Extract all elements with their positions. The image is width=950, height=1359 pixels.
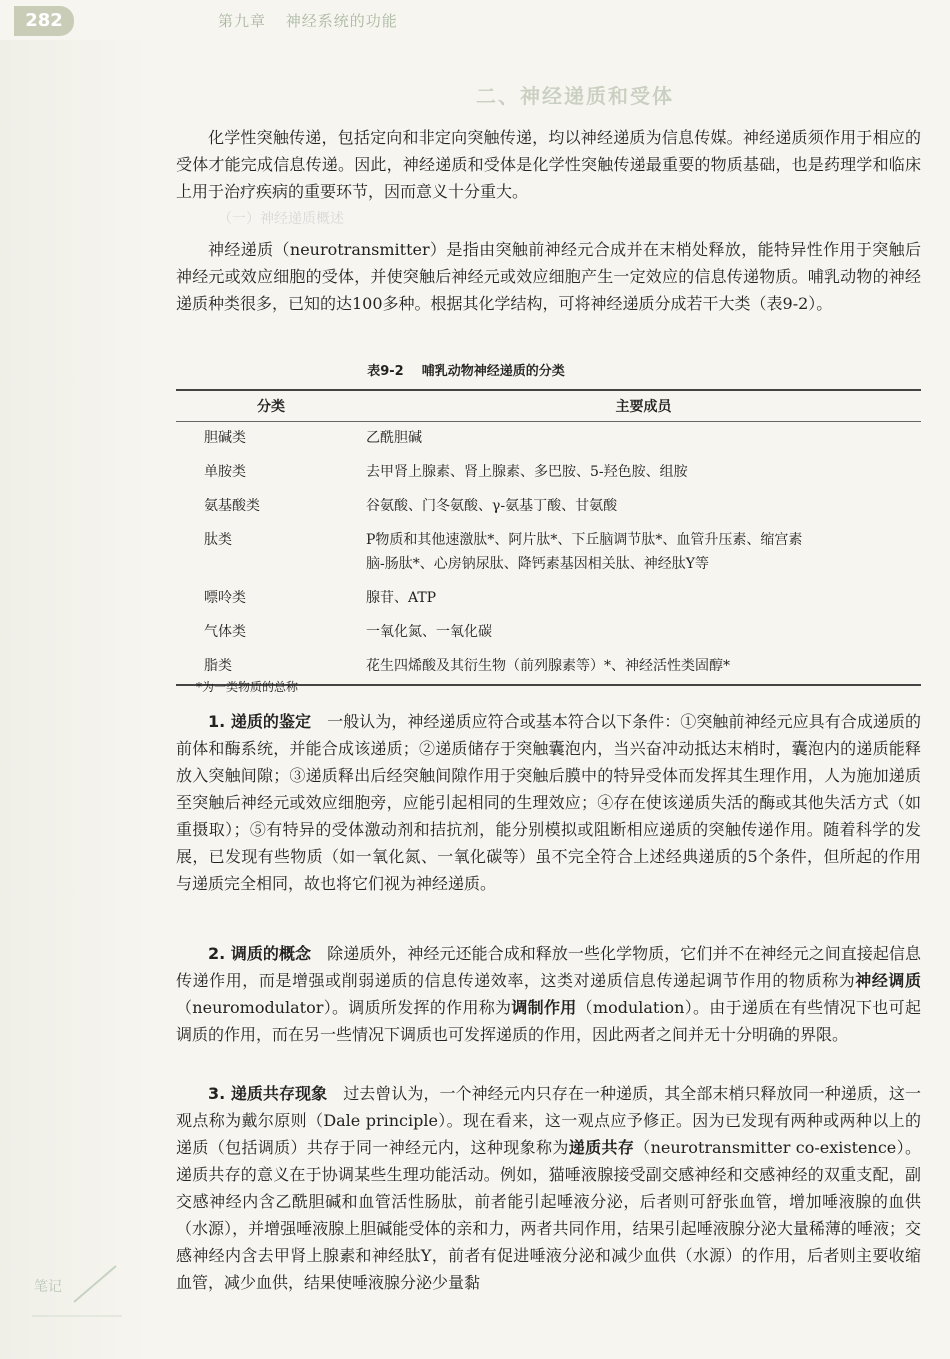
table-title: 哺乳动物神经递质的分类 xyxy=(421,364,565,379)
table-row xyxy=(176,422,921,457)
table-header-row xyxy=(176,390,921,422)
members-cell: 花生四烯酸及其衍生物（前列腺素等）*、神经活性类固醇* xyxy=(366,658,730,674)
members-cell: 去甲肾上腺素、肾上腺素、多巴胺、5-羟色胺、组胺 xyxy=(366,464,688,480)
table-row xyxy=(176,616,921,650)
table-row xyxy=(176,582,921,616)
chapter-number: 第九章 xyxy=(218,12,267,30)
members-line-2: 脑-肠肽*、心房钠尿肽、降钙素基因相关肽、神经肽Y等 xyxy=(366,556,709,572)
coexistence-text-b: （neurotransmitter co-existence）。递质共存的意义在于协调某些生理功能活动。例如，猫唾液腺接受副交感神经和交感神经的双重支配，副交感神经内含乙酰胆碱和血管活性肠肽，前者能引起唾液分泌，后者则可舒张血管，增加唾液腺的血供（水源），并增强唾液腺上胆碱能受体的亲和力，两者共同作用，结果引起唾液腺分泌大量稀薄的唾液；交感神经内含去甲肾上腺素和神经肽Y，前者有促进唾液分泌和减少血供（水源）的作用，后者则主要收缩血管，减少血供，结果使唾液腺分泌少量黏 xyxy=(176,1138,921,1292)
intro-paragraph xyxy=(176,124,921,205)
members-cell: 乙酰胆碱 xyxy=(366,430,422,446)
class-cell: 嘌呤类 xyxy=(204,590,246,606)
table-row xyxy=(176,524,921,582)
members-line-1: P物质和其他速激肽*、阿片肽*、下丘脑调节肽*、血管升压素、缩宫素 xyxy=(366,532,803,548)
intro-text: 化学性突触传递，包括定向和非定向突触传递，均以神经递质为信息传媒。神经递质须作用于相应的受体才能完成信息传递。因此，神经递质和受体是化学性突触传递最重要的物质基础，也是药理学和临床上用于治疗疾病的重要环节，因而意义十分重大。 xyxy=(176,128,921,201)
coexistence-paragraph xyxy=(176,1080,921,1296)
table-row xyxy=(176,456,921,490)
header-members: 主要成员 xyxy=(615,399,672,415)
definition-text: 神经递质（neurotransmitter）是指由突触前神经元合成并在末梢处释放，能特异性作用于突触后神经元或效应细胞的受体，并使突触后神经元或效应细胞产生一定效应的信息传递物质。哺乳动物的神经递质种类很多，已知的达100多种。根据其化学结构，可将神经递质分成若干大类（表9-2）。 xyxy=(176,240,921,313)
table-number: 表9-2 xyxy=(367,364,404,379)
section-modulator xyxy=(176,940,921,1048)
modulation-term: 调制作用 xyxy=(511,998,577,1017)
header-class: 分类 xyxy=(257,399,285,415)
neurotransmitter-table xyxy=(176,389,921,686)
coexistence-heading: 3. 递质共存现象 xyxy=(208,1084,328,1103)
members-cell: 谷氨酸、门冬氨酸、γ-氨基丁酸、甘氨酸 xyxy=(366,498,618,514)
class-cell: 胆碱类 xyxy=(204,430,246,446)
modulator-heading: 2. 调质的概念 xyxy=(208,944,312,963)
class-cell: 单胺类 xyxy=(204,464,246,480)
table-footnote: *为一类物质的总称 xyxy=(196,680,299,694)
coexistence-text-a: 过去曾认为，一个神经元内只存在一种递质，其全部末梢只释放同一种递质，这一观点称为戴尔原则（Dale principle）。现在看来，这一观点应予修正。因为已发现有两种或两种以上的递质（包括调质）共存于同一神经元内，这种现象称为 xyxy=(176,1084,921,1157)
section-coexistence xyxy=(176,1080,921,1296)
class-cell: 脂类 xyxy=(204,658,232,674)
identification-text: 一般认为，神经递质应符合或基本符合以下条件：①突触前神经元应具有合成递质的前体和酶系统，并能合成该递质；②递质储存于突触囊泡内，当兴奋冲动抵达末梢时，囊泡内的递质能释放入突触间隙；③递质释出后经突触间隙作用于突触后膜中的特异受体而发挥其生理作用，人为施加递质至突触后神经元或效应细胞旁，应能引起相同的生理效应；④存在使该递质失活的酶或其他失活方式（如重摄取）；⑤有特异的受体激动剂和拮抗剂，能分别模拟或阻断相应递质的突触传递作用。随着科学的发展，已发现有些物质（如一氧化氮、一氧化碳等）虽不完全符合上述经典递质的5个条件，但所起的作用与递质完全相同，故也将它们视为神经递质。 xyxy=(176,712,921,893)
members-cell: 一氧化氮、一氧化碳 xyxy=(366,624,492,640)
members-cell: 腺苷、ATP xyxy=(366,590,437,606)
identification-heading: 1. 递质的鉴定 xyxy=(208,712,312,731)
definition-paragraph xyxy=(176,236,921,317)
identification-paragraph xyxy=(176,708,921,897)
section-title: 二、神经递质和受体 xyxy=(476,84,674,108)
chapter-title: 神经系统的功能 xyxy=(285,12,398,30)
section-identification xyxy=(176,708,921,897)
notes-label: 笔记 xyxy=(34,1279,62,1295)
modulator-text-c: （modulation）。由于递质在有些情况下也可起调质的作用，而在另一些情况下调质也可发挥递质的作用，因此两者之间并无十分明确的界限。 xyxy=(176,998,921,1044)
modulator-text-a: 除递质外，神经元还能合成和释放一些化学物质，它们并不在神经元之间直接起信息传递作用，而是增强或削弱递质的信息传递效率，这类对递质信息传递起调节作用的物质称为 xyxy=(176,944,921,990)
margin-band xyxy=(0,40,150,1359)
modulator-paragraph xyxy=(176,940,921,1048)
class-cell: 气体类 xyxy=(204,624,246,640)
members-cell xyxy=(366,524,921,582)
modulator-text-b: （neuromodulator）。调质所发挥的作用称为 xyxy=(176,998,512,1017)
coexistence-term: 递质共存 xyxy=(568,1138,635,1157)
neuromodulator-term: 神经调质 xyxy=(855,971,921,990)
page-number: 282 xyxy=(14,6,74,36)
running-head xyxy=(218,10,412,31)
class-cell: 氨基酸类 xyxy=(204,498,260,514)
table-caption xyxy=(0,360,950,379)
table-row xyxy=(176,490,921,524)
subsection-title: （一）神经递质概述 xyxy=(218,211,344,227)
class-cell: 肽类 xyxy=(204,532,232,548)
